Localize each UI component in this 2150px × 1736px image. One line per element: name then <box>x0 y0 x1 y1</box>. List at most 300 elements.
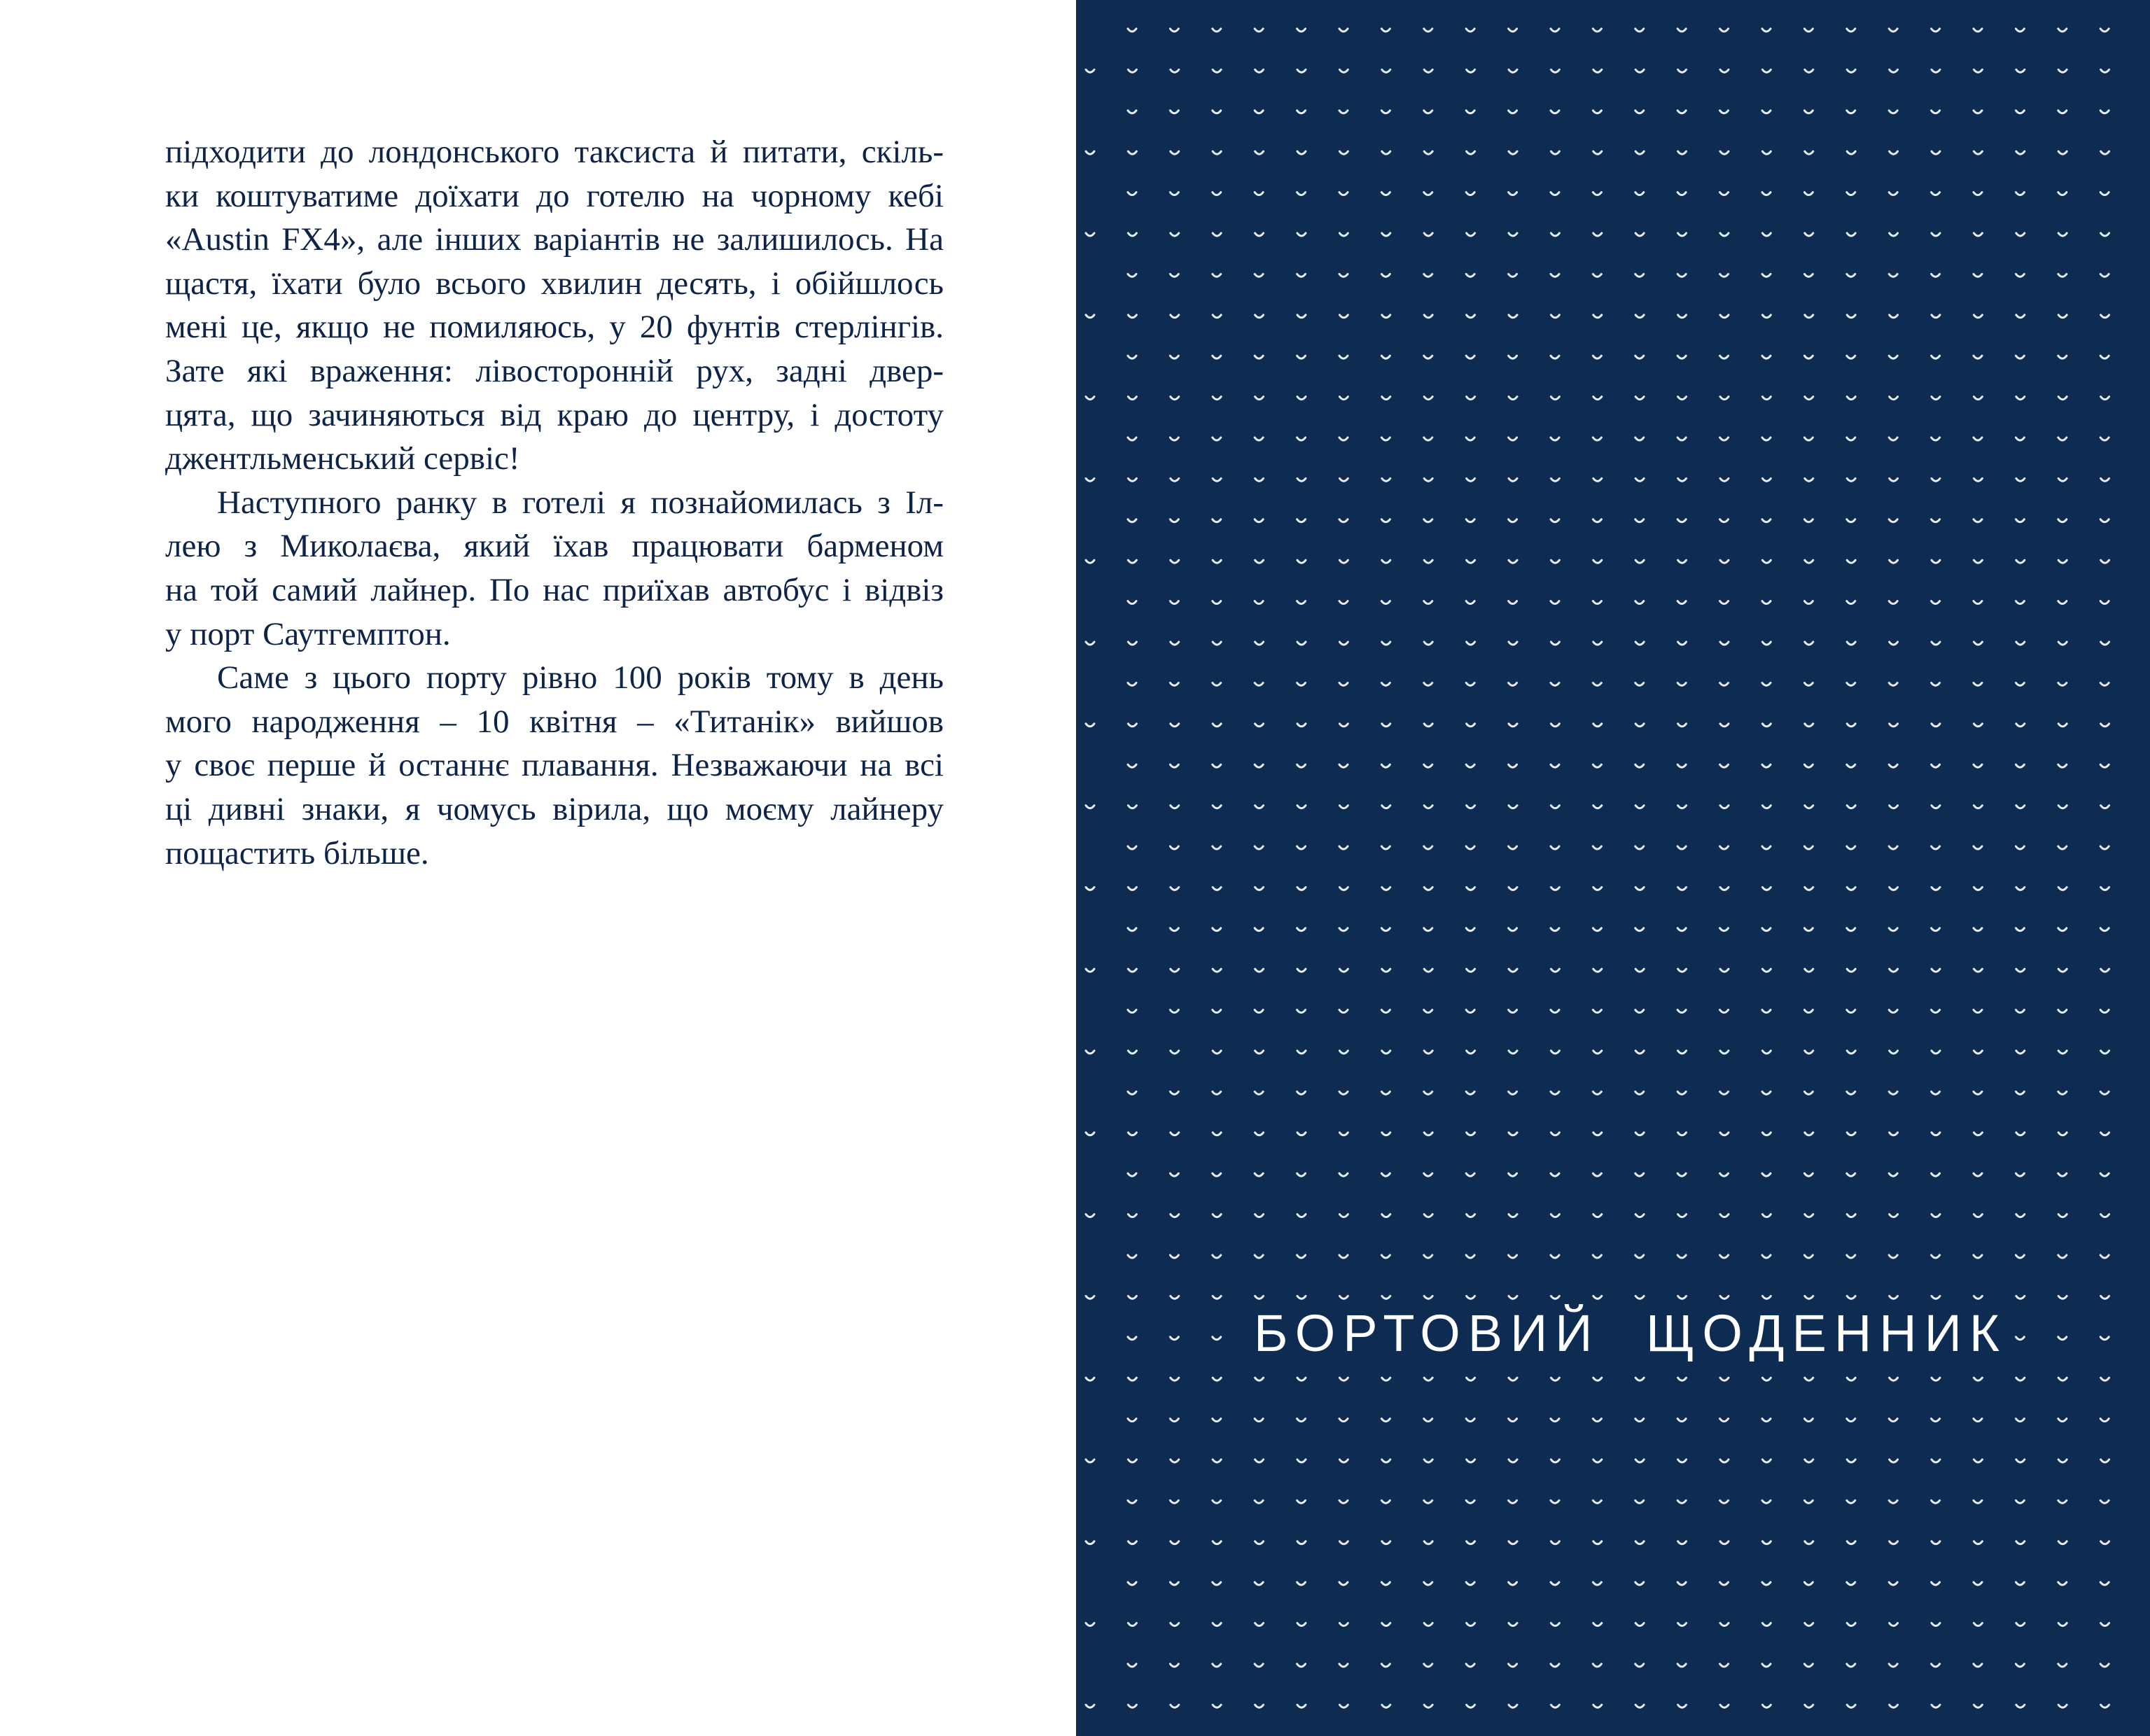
wave-mark-icon <box>1424 1296 1432 1298</box>
wave-mark-icon <box>1762 438 1771 440</box>
wave-mark-icon <box>1720 1704 1729 1707</box>
wave-mark-icon <box>1720 969 1729 972</box>
wave-mark-icon <box>1424 111 1432 113</box>
wave-mark-icon <box>1678 1460 1687 1462</box>
wave-mark-icon <box>1551 1010 1559 1013</box>
wave-mark-icon <box>1890 806 1898 808</box>
wave-mark-icon <box>1805 1623 1813 1626</box>
wave-mark-icon <box>1805 887 1813 890</box>
wave-mark-icon <box>1890 315 1898 318</box>
wave-mark-icon <box>1128 806 1136 808</box>
wave-mark-icon <box>1932 764 1940 767</box>
wave-mark-icon <box>1932 478 1940 481</box>
wave-mark-icon <box>1804 1419 1813 1422</box>
wave-mark-icon <box>1171 397 1179 400</box>
wave-mark-icon <box>2058 1378 2067 1380</box>
wave-mark-icon <box>1170 764 1178 767</box>
wave-mark-icon <box>1255 478 1264 481</box>
wave-mark-icon <box>1424 315 1432 318</box>
wave-mark-icon <box>1128 1337 1136 1340</box>
wave-mark-icon <box>1805 1378 1813 1380</box>
wave-mark-icon <box>1509 1541 1517 1544</box>
wave-mark-icon <box>1466 356 1474 358</box>
wave-mark-icon <box>1805 478 1813 481</box>
wave-mark-icon <box>1593 1051 1602 1054</box>
wave-mark-icon <box>2101 315 2109 318</box>
wave-mark-icon <box>1509 642 1517 645</box>
wave-mark-icon <box>1424 519 1432 522</box>
wave-mark-icon <box>1466 192 1474 195</box>
wave-mark-icon <box>1762 682 1771 685</box>
wave-mark-icon <box>1255 1582 1263 1585</box>
wave-mark-icon <box>1213 928 1221 931</box>
wave-mark-icon <box>1847 29 1855 31</box>
wave-mark-icon <box>1339 601 1348 604</box>
wave-mark-icon <box>1509 1091 1517 1094</box>
wave-mark-icon <box>1213 397 1221 400</box>
wave-mark-icon <box>1889 1091 1897 1094</box>
wave-mark-icon <box>1170 1255 1178 1258</box>
wave-mark-icon <box>1086 478 1094 481</box>
wave-mark-icon <box>1213 111 1221 113</box>
wave-mark-icon <box>1593 1173 1601 1176</box>
wave-mark-icon <box>1932 887 1940 890</box>
wave-mark-icon <box>1720 478 1729 481</box>
wave-mark-icon <box>1381 274 1390 276</box>
wave-mark-icon <box>2058 315 2067 318</box>
wave-mark-icon <box>2016 438 2024 440</box>
wave-mark-icon <box>1170 1173 1178 1176</box>
wave-mark-icon <box>1847 69 1855 72</box>
wave-mark-icon <box>1128 642 1136 645</box>
wave-mark-icon <box>1847 928 1855 931</box>
wave-mark-icon <box>1890 478 1898 481</box>
wave-mark-icon <box>1804 1500 1813 1503</box>
wave-mark-icon <box>1255 1623 1264 1626</box>
wave-mark-icon <box>2058 29 2067 31</box>
wave-mark-icon <box>2016 1337 2024 1340</box>
wave-mark-icon <box>1932 1541 1940 1544</box>
wave-mark-icon <box>2058 1214 2067 1217</box>
wave-mark-icon <box>1086 1214 1094 1217</box>
wave-mark-icon <box>1974 1255 1982 1258</box>
wave-mark-icon <box>1974 151 1982 154</box>
wave-mark-icon <box>1932 1173 1940 1176</box>
wave-mark-icon <box>1551 519 1559 522</box>
wave-mark-icon <box>1805 1704 1813 1707</box>
wave-mark-icon <box>1509 111 1517 113</box>
text-line: пощастить більше. <box>165 834 429 872</box>
wave-mark-icon <box>2058 1133 2067 1135</box>
wave-mark-icon <box>1339 29 1348 31</box>
wave-mark-icon <box>1932 1460 1940 1462</box>
wave-mark-icon <box>1804 928 1813 931</box>
wave-mark-icon <box>1467 1623 1475 1626</box>
wave-mark-icon <box>1381 1582 1390 1585</box>
wave-mark-icon <box>1297 806 1306 808</box>
wave-mark-icon <box>1424 764 1432 767</box>
wave-mark-icon <box>1762 192 1771 195</box>
wave-mark-icon <box>1128 887 1136 890</box>
wave-mark-icon <box>1466 438 1474 440</box>
wave-mark-icon <box>1635 1419 1644 1422</box>
wave-mark-icon <box>2058 356 2067 358</box>
wave-mark-icon <box>1171 69 1179 72</box>
wave-mark-icon <box>1890 1296 1898 1298</box>
wave-mark-icon <box>1424 1582 1432 1585</box>
wave-mark-icon <box>2016 1664 2024 1667</box>
wave-mark-icon <box>1339 764 1348 767</box>
wave-mark-icon <box>1128 438 1136 440</box>
wave-mark-icon <box>2016 1419 2024 1422</box>
wave-mark-icon <box>1171 560 1179 563</box>
wave-mark-icon <box>1424 1378 1432 1380</box>
wave-mark-icon <box>1720 1541 1729 1544</box>
wave-mark-icon <box>1213 1704 1221 1707</box>
wave-mark-icon <box>2101 1541 2109 1544</box>
wave-mark-icon <box>1974 1214 1982 1217</box>
wave-mark-icon <box>1804 601 1813 604</box>
wave-mark-icon <box>1678 478 1687 481</box>
wave-mark-icon <box>1932 928 1940 931</box>
wave-mark-icon <box>2058 642 2067 645</box>
wave-mark-icon <box>1847 519 1855 522</box>
wave-mark-icon <box>1720 560 1729 563</box>
wave-mark-icon <box>1551 478 1559 481</box>
wave-mark-icon <box>1213 151 1221 154</box>
wave-mark-icon <box>1339 928 1348 931</box>
wave-mark-icon <box>1297 274 1306 276</box>
wave-mark-icon <box>1974 806 1982 808</box>
wave-mark-icon <box>1932 29 1940 31</box>
wave-mark-icon <box>1509 356 1517 358</box>
wave-mark-icon <box>1424 846 1432 849</box>
wave-mark-icon <box>2058 928 2067 931</box>
wave-mark-icon <box>1509 1173 1517 1176</box>
wave-mark-icon <box>2016 928 2024 931</box>
wave-mark-icon <box>1213 601 1221 604</box>
wave-mark-icon <box>1974 1582 1982 1585</box>
wave-mark-icon <box>1762 478 1771 481</box>
wave-mark-icon <box>1381 1255 1390 1258</box>
wave-mark-icon <box>1297 1664 1306 1667</box>
wave-mark-icon <box>1720 682 1729 685</box>
wave-mark-icon <box>1509 1623 1517 1626</box>
wave-mark-icon <box>2100 356 2109 358</box>
wave-mark-icon <box>1932 1255 1940 1258</box>
wave-mark-icon <box>1467 1214 1475 1217</box>
wave-mark-icon <box>1677 29 1686 31</box>
wave-mark-icon <box>1170 1010 1178 1013</box>
wave-mark-icon <box>2101 478 2109 481</box>
wave-mark-icon <box>1889 1255 1897 1258</box>
wave-mark-icon <box>1932 642 1940 645</box>
wave-mark-icon <box>1974 274 1982 276</box>
wave-mark-icon <box>2016 1704 2025 1707</box>
wave-mark-icon <box>1593 1296 1602 1298</box>
wave-mark-icon <box>1762 233 1771 236</box>
wave-mark-icon <box>1635 806 1644 808</box>
wave-mark-icon <box>2016 682 2024 685</box>
wave-mark-icon <box>1424 1704 1432 1707</box>
wave-mark-icon <box>2016 1133 2025 1135</box>
wave-mark-icon <box>2058 1500 2067 1503</box>
wave-mark-icon <box>2016 192 2024 195</box>
wave-mark-icon <box>1381 29 1390 31</box>
wave-mark-icon <box>1382 724 1390 727</box>
wave-mark-icon <box>1974 846 1982 849</box>
wave-mark-icon <box>2016 601 2024 604</box>
wave-mark-icon <box>1762 1091 1771 1094</box>
wave-mark-icon <box>1720 111 1729 113</box>
wave-mark-icon <box>1974 560 1982 563</box>
wave-mark-icon <box>1762 315 1771 318</box>
wave-mark-icon <box>1128 69 1136 72</box>
wave-mark-icon <box>1847 642 1855 645</box>
wave-mark-icon <box>2058 1541 2067 1544</box>
wave-mark-icon <box>2058 1704 2067 1707</box>
wave-mark-icon <box>1467 1460 1475 1462</box>
wave-mark-icon <box>1720 1419 1729 1422</box>
wave-mark-icon <box>1128 764 1136 767</box>
wave-mark-icon <box>1974 724 1982 727</box>
wave-mark-icon <box>1889 1664 1897 1667</box>
wave-mark-icon <box>1635 682 1644 685</box>
wave-mark-icon <box>1509 192 1517 195</box>
wave-mark-icon <box>1424 1623 1432 1626</box>
text-line: лею з Миколаєва, який їхав працювати барменом <box>165 528 944 565</box>
wave-mark-icon <box>1424 1255 1432 1258</box>
wave-mark-icon <box>1890 1541 1898 1544</box>
wave-mark-icon <box>1255 1255 1263 1258</box>
wave-mark-icon <box>1255 1541 1264 1544</box>
wave-mark-icon <box>1381 601 1390 604</box>
wave-mark-icon <box>1932 111 1940 113</box>
wave-mark-icon <box>1678 1214 1687 1217</box>
wave-mark-icon <box>1847 682 1855 685</box>
wave-mark-icon <box>1509 478 1517 481</box>
wave-mark-icon <box>1171 887 1179 890</box>
wave-mark-icon <box>1762 519 1771 522</box>
wave-mark-icon <box>2100 192 2109 195</box>
wave-mark-icon <box>1297 478 1306 481</box>
wave-mark-icon <box>1255 806 1264 808</box>
wave-mark-icon <box>1424 192 1432 195</box>
wave-mark-icon <box>2101 397 2109 400</box>
wave-mark-icon <box>1128 1541 1136 1544</box>
wave-mark-icon <box>1847 1500 1855 1503</box>
wave-mark-icon <box>1593 1664 1601 1667</box>
wave-mark-icon <box>1804 846 1813 849</box>
wave-mark-icon <box>1720 1378 1729 1380</box>
wave-mark-icon <box>1847 1541 1855 1544</box>
wave-mark-icon <box>1635 111 1644 113</box>
wave-mark-icon <box>2101 1051 2109 1054</box>
wave-mark-icon <box>1213 438 1221 440</box>
wave-mark-icon <box>1890 1214 1898 1217</box>
wave-mark-icon <box>1128 1704 1136 1707</box>
wave-mark-icon <box>1170 682 1178 685</box>
wave-mark-icon <box>1890 151 1898 154</box>
wave-mark-icon <box>1889 1582 1897 1585</box>
wave-mark-icon <box>2100 29 2109 31</box>
wave-mark-icon <box>1128 969 1136 972</box>
wave-mark-icon <box>1086 1623 1094 1626</box>
wave-mark-icon <box>1382 560 1390 563</box>
wave-mark-icon <box>1804 192 1813 195</box>
wave-mark-icon <box>1255 601 1263 604</box>
wave-mark-icon <box>1297 1051 1306 1054</box>
text-line: Саме з цього порту рівно 100 років тому в день <box>217 659 944 696</box>
wave-mark-icon <box>1086 806 1094 808</box>
wave-mark-icon <box>2016 1541 2025 1544</box>
wave-mark-icon <box>1128 519 1136 522</box>
wave-mark-icon <box>1171 1460 1179 1462</box>
wave-mark-icon <box>1171 1541 1179 1544</box>
wave-mark-icon <box>1974 1460 1982 1462</box>
wave-mark-icon <box>1171 724 1179 727</box>
wave-mark-icon <box>1804 111 1813 113</box>
wave-mark-icon <box>1467 1133 1475 1135</box>
wave-mark-icon <box>1381 1419 1390 1422</box>
wave-mark-icon <box>1509 682 1517 685</box>
wave-mark-icon <box>1593 1623 1602 1626</box>
wave-mark-icon <box>1382 969 1390 972</box>
wave-mark-icon <box>1382 1704 1390 1707</box>
wave-mark-icon <box>1804 1664 1813 1667</box>
wave-mark-icon <box>1128 1582 1136 1585</box>
wave-mark-icon <box>2058 1296 2067 1298</box>
wave-mark-icon <box>1889 764 1897 767</box>
wave-mark-icon <box>1466 846 1474 849</box>
wave-mark-icon <box>1297 1133 1306 1135</box>
wave-mark-icon <box>1551 397 1559 400</box>
wave-mark-icon <box>1424 233 1432 236</box>
wave-mark-icon <box>1255 1010 1263 1013</box>
wave-mark-icon <box>1382 1623 1390 1626</box>
wave-mark-icon <box>1213 192 1221 195</box>
wave-mark-icon <box>1762 887 1771 890</box>
wave-mark-icon <box>1678 642 1687 645</box>
wave-mark-icon <box>1213 1337 1221 1340</box>
wave-mark-icon <box>2058 151 2067 154</box>
wave-mark-icon <box>1889 601 1897 604</box>
wave-mark-icon <box>1551 682 1559 685</box>
wave-mark-icon <box>1509 397 1517 400</box>
wave-mark-icon <box>2058 806 2067 808</box>
wave-mark-icon <box>1382 1133 1390 1135</box>
wave-mark-icon <box>1678 233 1687 236</box>
wave-mark-icon <box>1382 69 1390 72</box>
wave-mark-icon <box>1381 1010 1390 1013</box>
wave-mark-icon <box>2016 1091 2024 1094</box>
wave-mark-icon <box>1466 601 1474 604</box>
wave-mark-icon <box>1086 1378 1094 1380</box>
wave-mark-icon <box>1762 642 1771 645</box>
wave-mark-icon <box>1847 1010 1855 1013</box>
wave-mark-icon <box>2101 1460 2109 1462</box>
wave-mark-icon <box>1382 1051 1390 1054</box>
wave-mark-icon <box>1847 356 1855 358</box>
wave-mark-icon <box>1847 1255 1855 1258</box>
wave-mark-icon <box>1086 69 1094 72</box>
wave-mark-icon <box>1381 356 1390 358</box>
wave-mark-icon <box>2101 560 2109 563</box>
wave-mark-icon <box>1889 682 1897 685</box>
wave-mark-icon <box>2100 928 2109 931</box>
wave-mark-icon <box>1297 1010 1306 1013</box>
wave-mark-icon <box>1974 315 1982 318</box>
wave-mark-icon <box>1213 1173 1221 1176</box>
wave-mark-icon <box>1635 1133 1644 1135</box>
wave-mark-icon <box>1804 1091 1813 1094</box>
wave-mark-icon <box>2058 1010 2067 1013</box>
wave-mark-icon <box>1509 1255 1517 1258</box>
wave-mark-icon <box>1170 438 1178 440</box>
wave-mark-icon <box>1932 1664 1940 1667</box>
wave-mark-icon <box>1086 887 1094 890</box>
wave-mark-icon <box>1720 315 1729 318</box>
wave-mark-icon <box>1890 1133 1898 1135</box>
wave-mark-icon <box>1762 724 1771 727</box>
wave-mark-icon <box>1170 192 1178 195</box>
wave-mark-icon <box>2058 1255 2067 1258</box>
wave-mark-icon <box>1339 1704 1348 1707</box>
wave-mark-icon <box>1255 928 1263 931</box>
wave-mark-icon <box>1593 724 1602 727</box>
wave-mark-icon <box>1635 397 1644 400</box>
wave-mark-icon <box>1847 887 1855 890</box>
wave-mark-icon <box>1424 151 1432 154</box>
wave-mark-icon <box>1762 601 1771 604</box>
wave-mark-icon <box>1255 1419 1263 1422</box>
wave-mark-icon <box>1974 1378 1982 1380</box>
wave-mark-icon <box>1635 274 1644 276</box>
wave-mark-icon <box>1128 233 1136 236</box>
wave-mark-icon <box>1339 111 1348 113</box>
wave-mark-icon <box>1424 356 1432 358</box>
wave-mark-icon <box>1170 356 1178 358</box>
wave-mark-icon <box>1128 151 1136 154</box>
wave-mark-icon <box>1720 642 1729 645</box>
wave-mark-icon <box>2101 887 2109 890</box>
wave-mark-icon <box>1339 969 1348 972</box>
wave-mark-icon <box>2016 806 2025 808</box>
wave-mark-icon <box>1677 111 1686 113</box>
wave-mark-icon <box>1551 356 1559 358</box>
wave-mark-icon <box>1466 29 1474 31</box>
wave-mark-icon <box>1213 356 1221 358</box>
wave-mark-icon <box>1974 519 1982 522</box>
wave-mark-icon <box>1466 1010 1474 1013</box>
wave-mark-icon <box>1297 29 1306 31</box>
wave-mark-icon <box>1213 1255 1221 1258</box>
wave-mark-icon <box>1339 69 1348 72</box>
wave-mark-icon <box>1297 233 1306 236</box>
wave-mark-icon <box>1213 1214 1221 1217</box>
wave-mark-icon <box>1170 601 1178 604</box>
wave-mark-icon <box>1678 806 1687 808</box>
wave-mark-icon <box>1255 1214 1264 1217</box>
wave-mark-icon <box>1551 601 1559 604</box>
wave-mark-icon <box>1213 1541 1221 1544</box>
wave-mark-icon <box>1381 846 1390 849</box>
wave-mark-icon <box>2058 274 2067 276</box>
wave-mark-icon <box>2058 560 2067 563</box>
wave-mark-icon <box>1974 1419 1982 1422</box>
wave-mark-icon <box>1805 315 1813 318</box>
wave-mark-icon <box>1170 846 1178 849</box>
